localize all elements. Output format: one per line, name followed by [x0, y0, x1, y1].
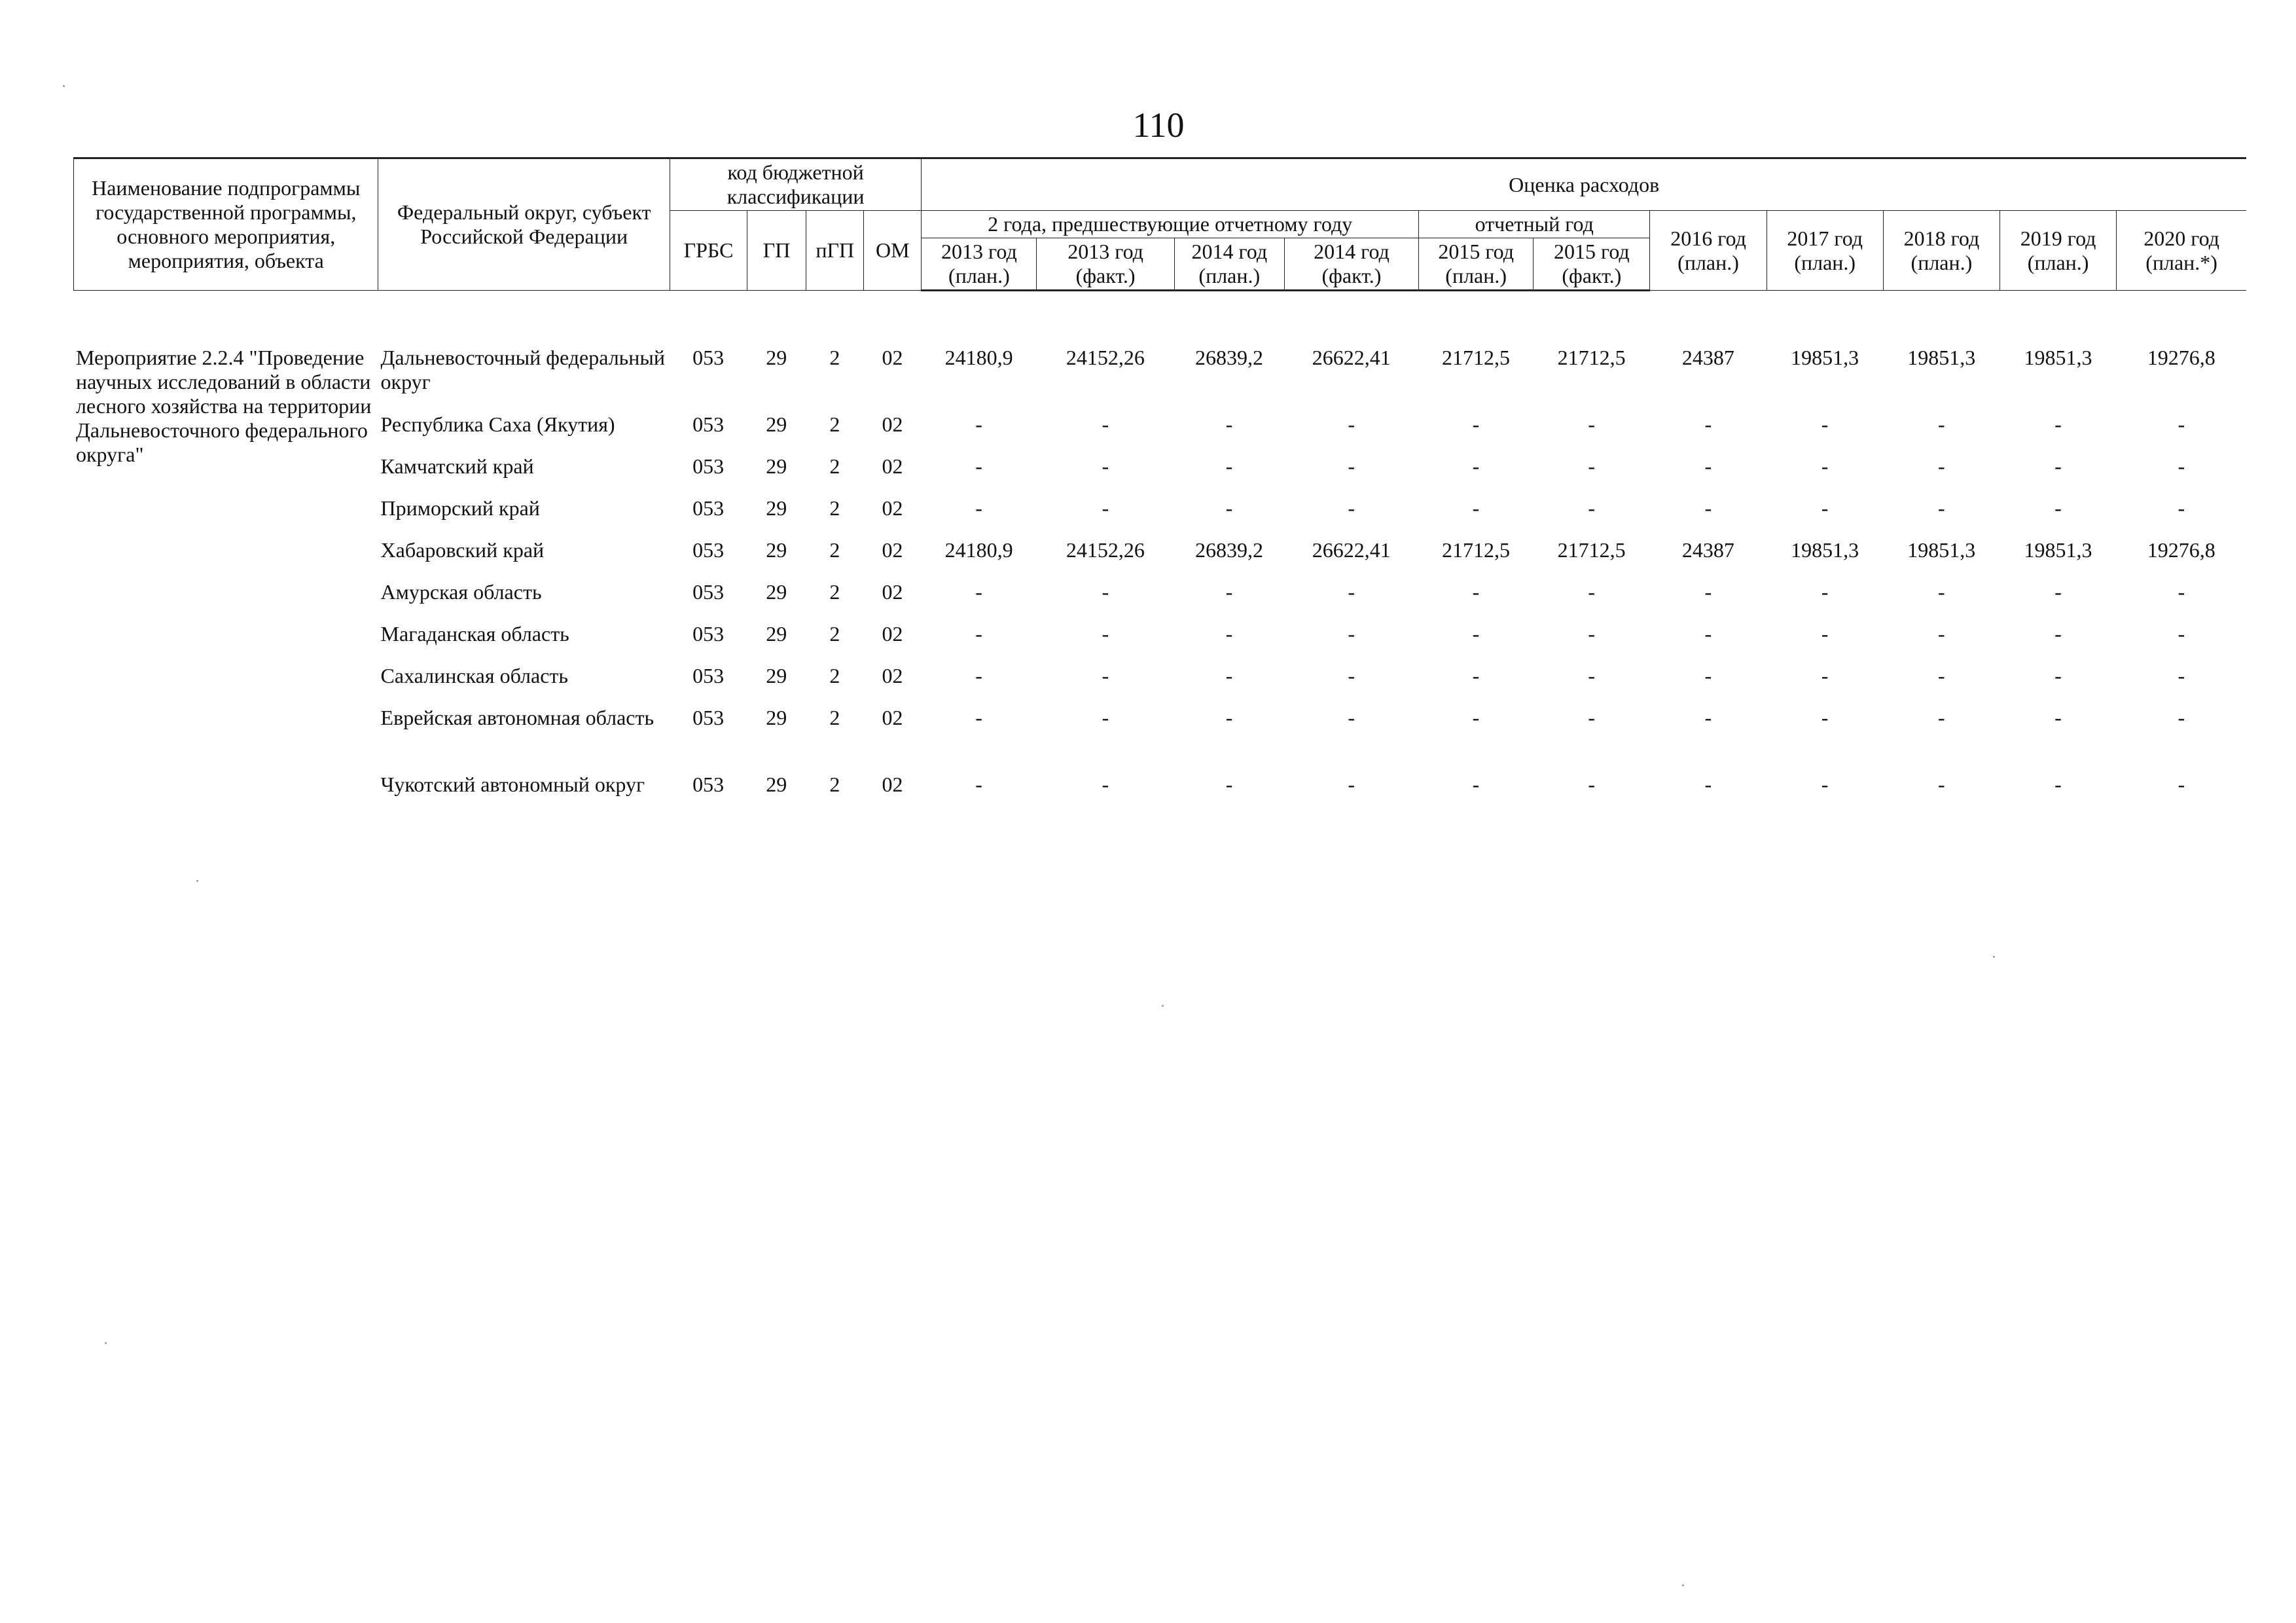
value-cell: -: [2178, 454, 2185, 478]
value-cell: -: [1588, 454, 1595, 478]
grbs-cell: 053: [692, 454, 725, 478]
value-cell: -: [1472, 706, 1480, 729]
value-cell: 24387: [1681, 538, 1734, 562]
scan-speck: [1993, 956, 1995, 958]
scan-speck: [1162, 1005, 1164, 1007]
region-cell: Магаданская область: [380, 622, 569, 646]
gp-cell: 29: [766, 346, 787, 369]
region-cell: Республика Саха (Якутия): [380, 412, 615, 436]
region-cell: Амурская область: [380, 580, 542, 604]
pgp-cell: 2: [829, 706, 840, 729]
header-code-gp: ГП: [747, 211, 806, 291]
grbs-cell: 053: [692, 538, 725, 562]
gp-cell: 29: [766, 454, 787, 478]
region-cell: Сахалинская область: [380, 664, 568, 687]
value-cell: -: [1704, 622, 1712, 646]
grbs-cell: 053: [692, 580, 725, 604]
value-cell: -: [1225, 664, 1233, 687]
value-cell: -: [1102, 580, 1109, 604]
grbs-cell: 053: [692, 706, 725, 729]
value-cell: -: [1704, 496, 1712, 520]
value-cell: 24152,26: [1066, 538, 1145, 562]
header-year-2020: 2020 год (план.*): [2117, 211, 2246, 291]
value-cell: -: [1225, 454, 1233, 478]
value-cell: -: [1225, 773, 1233, 796]
value-cell: -: [2178, 706, 2185, 729]
scan-speck: [105, 1342, 107, 1344]
value-cell: -: [975, 496, 982, 520]
value-cell: -: [1821, 773, 1829, 796]
gp-cell: 29: [766, 622, 787, 646]
gp-cell: 29: [766, 412, 787, 436]
value-cell: -: [1704, 454, 1712, 478]
value-cell: -: [1821, 706, 1829, 729]
value-cell: -: [1225, 622, 1233, 646]
value-cell: -: [1102, 664, 1109, 687]
value-cell: -: [2178, 664, 2185, 687]
header-name-col: Наименование подпрограммы государственной программы, основного мероприятия, мероприятия, объекта: [74, 158, 378, 291]
value-cell: -: [1588, 412, 1595, 436]
value-cell: -: [1588, 706, 1595, 729]
gp-cell: 29: [766, 664, 787, 687]
value-cell: 26839,2: [1195, 538, 1264, 562]
value-cell: -: [2178, 412, 2185, 436]
om-cell: 02: [882, 454, 903, 478]
value-cell: -: [1704, 773, 1712, 796]
value-cell: -: [1472, 454, 1480, 478]
value-cell: -: [1348, 412, 1355, 436]
region-cell: Чукотский автономный округ: [380, 773, 645, 796]
value-cell: -: [1821, 580, 1829, 604]
table-row: [73, 773, 2246, 814]
grbs-cell: 053: [692, 412, 725, 436]
value-cell: -: [1588, 773, 1595, 796]
om-cell: 02: [882, 412, 903, 436]
gp-cell: 29: [766, 580, 787, 604]
value-cell: 21712,5: [1557, 346, 1626, 369]
value-cell: 26622,41: [1312, 538, 1391, 562]
grbs-cell: 053: [692, 496, 725, 520]
grbs-cell: 053: [692, 664, 725, 687]
value-cell: -: [1937, 622, 1945, 646]
pgp-cell: 2: [829, 346, 840, 369]
om-cell: 02: [882, 773, 903, 796]
grbs-cell: 053: [692, 622, 725, 646]
value-cell: -: [1704, 412, 1712, 436]
value-cell: 21712,5: [1441, 346, 1510, 369]
header-code-pgp: пГП: [806, 211, 864, 291]
value-cell: 26622,41: [1312, 346, 1391, 369]
table-row: [73, 412, 2246, 454]
value-cell: 24387: [1681, 346, 1734, 369]
region-cell: Дальневосточный федеральный округ: [380, 346, 666, 393]
table-row: [73, 346, 2246, 412]
pgp-cell: 2: [829, 496, 840, 520]
value-cell: -: [1102, 706, 1109, 729]
pgp-cell: 2: [829, 664, 840, 687]
value-cell: -: [1102, 412, 1109, 436]
header-prev-years: 2 года, предшествующие отчетному году: [922, 211, 1419, 238]
table-row: [73, 664, 2246, 706]
value-cell: -: [1102, 496, 1109, 520]
value-cell: -: [1472, 412, 1480, 436]
region-cell: Хабаровский край: [380, 538, 545, 562]
value-cell: 24180,9: [944, 538, 1013, 562]
pgp-cell: 2: [829, 580, 840, 604]
value-cell: 19851,3: [1791, 346, 1859, 369]
table-row: [73, 622, 2246, 664]
value-cell: 19851,3: [1907, 538, 1976, 562]
value-cell: -: [1472, 622, 1480, 646]
value-cell: -: [1472, 773, 1480, 796]
value-cell: 21712,5: [1441, 538, 1510, 562]
grbs-cell: 053: [692, 773, 725, 796]
value-cell: -: [1588, 664, 1595, 687]
header-year-2015-plan: 2015 год (план.): [1419, 238, 1534, 291]
om-cell: 02: [882, 538, 903, 562]
value-cell: 19851,3: [2024, 538, 2092, 562]
value-cell: -: [1937, 496, 1945, 520]
header-year-2016: 2016 год (план.): [1650, 211, 1767, 291]
header-year-2014-fact: 2014 год (факт.): [1284, 238, 1418, 291]
gp-cell: 29: [766, 496, 787, 520]
value-cell: -: [1588, 496, 1595, 520]
region-cell: Приморский край: [380, 496, 540, 520]
grbs-cell: 053: [692, 346, 725, 369]
om-cell: 02: [882, 496, 903, 520]
value-cell: -: [975, 622, 982, 646]
value-cell: -: [2054, 773, 2062, 796]
value-cell: -: [975, 706, 982, 729]
header-code-grbs: ГРБС: [670, 211, 747, 291]
pgp-cell: 2: [829, 773, 840, 796]
value-cell: -: [975, 454, 982, 478]
value-cell: 19851,3: [2024, 346, 2092, 369]
header-year-2013-fact: 2013 год (факт.): [1037, 238, 1174, 291]
page-number: 110: [1132, 105, 1185, 145]
pgp-cell: 2: [829, 538, 840, 562]
value-cell: -: [2054, 664, 2062, 687]
value-cell: -: [1225, 412, 1233, 436]
region-cell: Камчатский край: [380, 454, 534, 478]
value-cell: -: [1225, 496, 1233, 520]
value-cell: -: [1102, 622, 1109, 646]
header-code-om: ОМ: [864, 211, 922, 291]
value-cell: -: [1821, 496, 1829, 520]
value-cell: -: [1225, 580, 1233, 604]
gp-cell: 29: [766, 538, 787, 562]
pgp-cell: 2: [829, 454, 840, 478]
value-cell: -: [975, 580, 982, 604]
value-cell: -: [1937, 773, 1945, 796]
value-cell: -: [1225, 706, 1233, 729]
header-year-2019: 2019 год (план.): [2000, 211, 2117, 291]
scan-speck: [196, 880, 198, 882]
value-cell: -: [1102, 454, 1109, 478]
value-cell: -: [1821, 412, 1829, 436]
value-cell: -: [1348, 622, 1355, 646]
value-cell: -: [1472, 664, 1480, 687]
value-cell: -: [1348, 664, 1355, 687]
table-row: [73, 454, 2246, 496]
pgp-cell: 2: [829, 412, 840, 436]
value-cell: -: [1348, 706, 1355, 729]
value-cell: 24180,9: [944, 346, 1013, 369]
header-report-year: отчетный год: [1419, 211, 1650, 238]
value-cell: -: [2054, 496, 2062, 520]
table-row: [73, 538, 2246, 580]
header-expense-estimate: Оценка расходов: [922, 158, 2246, 211]
value-cell: -: [1472, 580, 1480, 604]
value-cell: -: [1348, 773, 1355, 796]
value-cell: -: [2178, 773, 2185, 796]
value-cell: 19276,8: [2147, 346, 2215, 369]
value-cell: -: [1937, 706, 1945, 729]
value-cell: 19851,3: [1907, 346, 1976, 369]
gp-cell: 29: [766, 706, 787, 729]
value-cell: 26839,2: [1195, 346, 1264, 369]
value-cell: 21712,5: [1557, 538, 1626, 562]
scan-speck: [63, 85, 65, 87]
value-cell: -: [1704, 580, 1712, 604]
table-header: [73, 157, 2246, 291]
gp-cell: 29: [766, 773, 787, 796]
om-cell: 02: [882, 622, 903, 646]
region-cell: Еврейская автономная область: [380, 706, 655, 729]
header-region-col: Федеральный округ, субъект Российской Федерации: [378, 158, 670, 291]
header-year-2018: 2018 год (план.): [1883, 211, 2000, 291]
value-cell: 19276,8: [2147, 538, 2215, 562]
data-table: [73, 346, 2246, 814]
header-budget-code: код бюджетной классификации: [670, 158, 921, 211]
value-cell: 19851,3: [1791, 538, 1859, 562]
header-year-2015-fact: 2015 год (факт.): [1534, 238, 1650, 291]
value-cell: -: [2178, 580, 2185, 604]
header-year-2014-plan: 2014 год (план.): [1174, 238, 1284, 291]
header-year-2013-plan: 2013 год (план.): [922, 238, 1037, 291]
om-cell: 02: [882, 346, 903, 369]
pgp-cell: 2: [829, 622, 840, 646]
value-cell: -: [1821, 622, 1829, 646]
value-cell: -: [1102, 773, 1109, 796]
value-cell: -: [2054, 622, 2062, 646]
value-cell: -: [975, 664, 982, 687]
value-cell: -: [975, 412, 982, 436]
value-cell: -: [2178, 496, 2185, 520]
value-cell: -: [2178, 622, 2185, 646]
value-cell: -: [1588, 622, 1595, 646]
value-cell: -: [1937, 580, 1945, 604]
value-cell: -: [975, 773, 982, 796]
value-cell: -: [1472, 496, 1480, 520]
table-row: [73, 706, 2246, 773]
value-cell: -: [1348, 580, 1355, 604]
om-cell: 02: [882, 580, 903, 604]
value-cell: -: [2054, 580, 2062, 604]
value-cell: -: [1821, 454, 1829, 478]
scan-speck: [1682, 1584, 1684, 1586]
value-cell: -: [1704, 706, 1712, 729]
value-cell: -: [2054, 706, 2062, 729]
value-cell: -: [2054, 454, 2062, 478]
om-cell: 02: [882, 664, 903, 687]
table-row: [73, 580, 2246, 622]
value-cell: 24152,26: [1066, 346, 1145, 369]
table-row: [73, 496, 2246, 538]
value-cell: -: [1588, 580, 1595, 604]
value-cell: -: [1937, 412, 1945, 436]
event-name: Мероприятие 2.2.4 "Проведение научных исследований в области лесного хозяйства на территории Дальневосточного федерального округа": [76, 346, 372, 466]
value-cell: -: [1937, 454, 1945, 478]
value-cell: -: [1348, 496, 1355, 520]
value-cell: -: [2054, 412, 2062, 436]
header-year-2017: 2017 год (план.): [1767, 211, 1883, 291]
value-cell: -: [1937, 664, 1945, 687]
event-name-continued: [73, 538, 378, 814]
value-cell: -: [1348, 454, 1355, 478]
value-cell: -: [1704, 664, 1712, 687]
om-cell: 02: [882, 706, 903, 729]
value-cell: -: [1821, 664, 1829, 687]
